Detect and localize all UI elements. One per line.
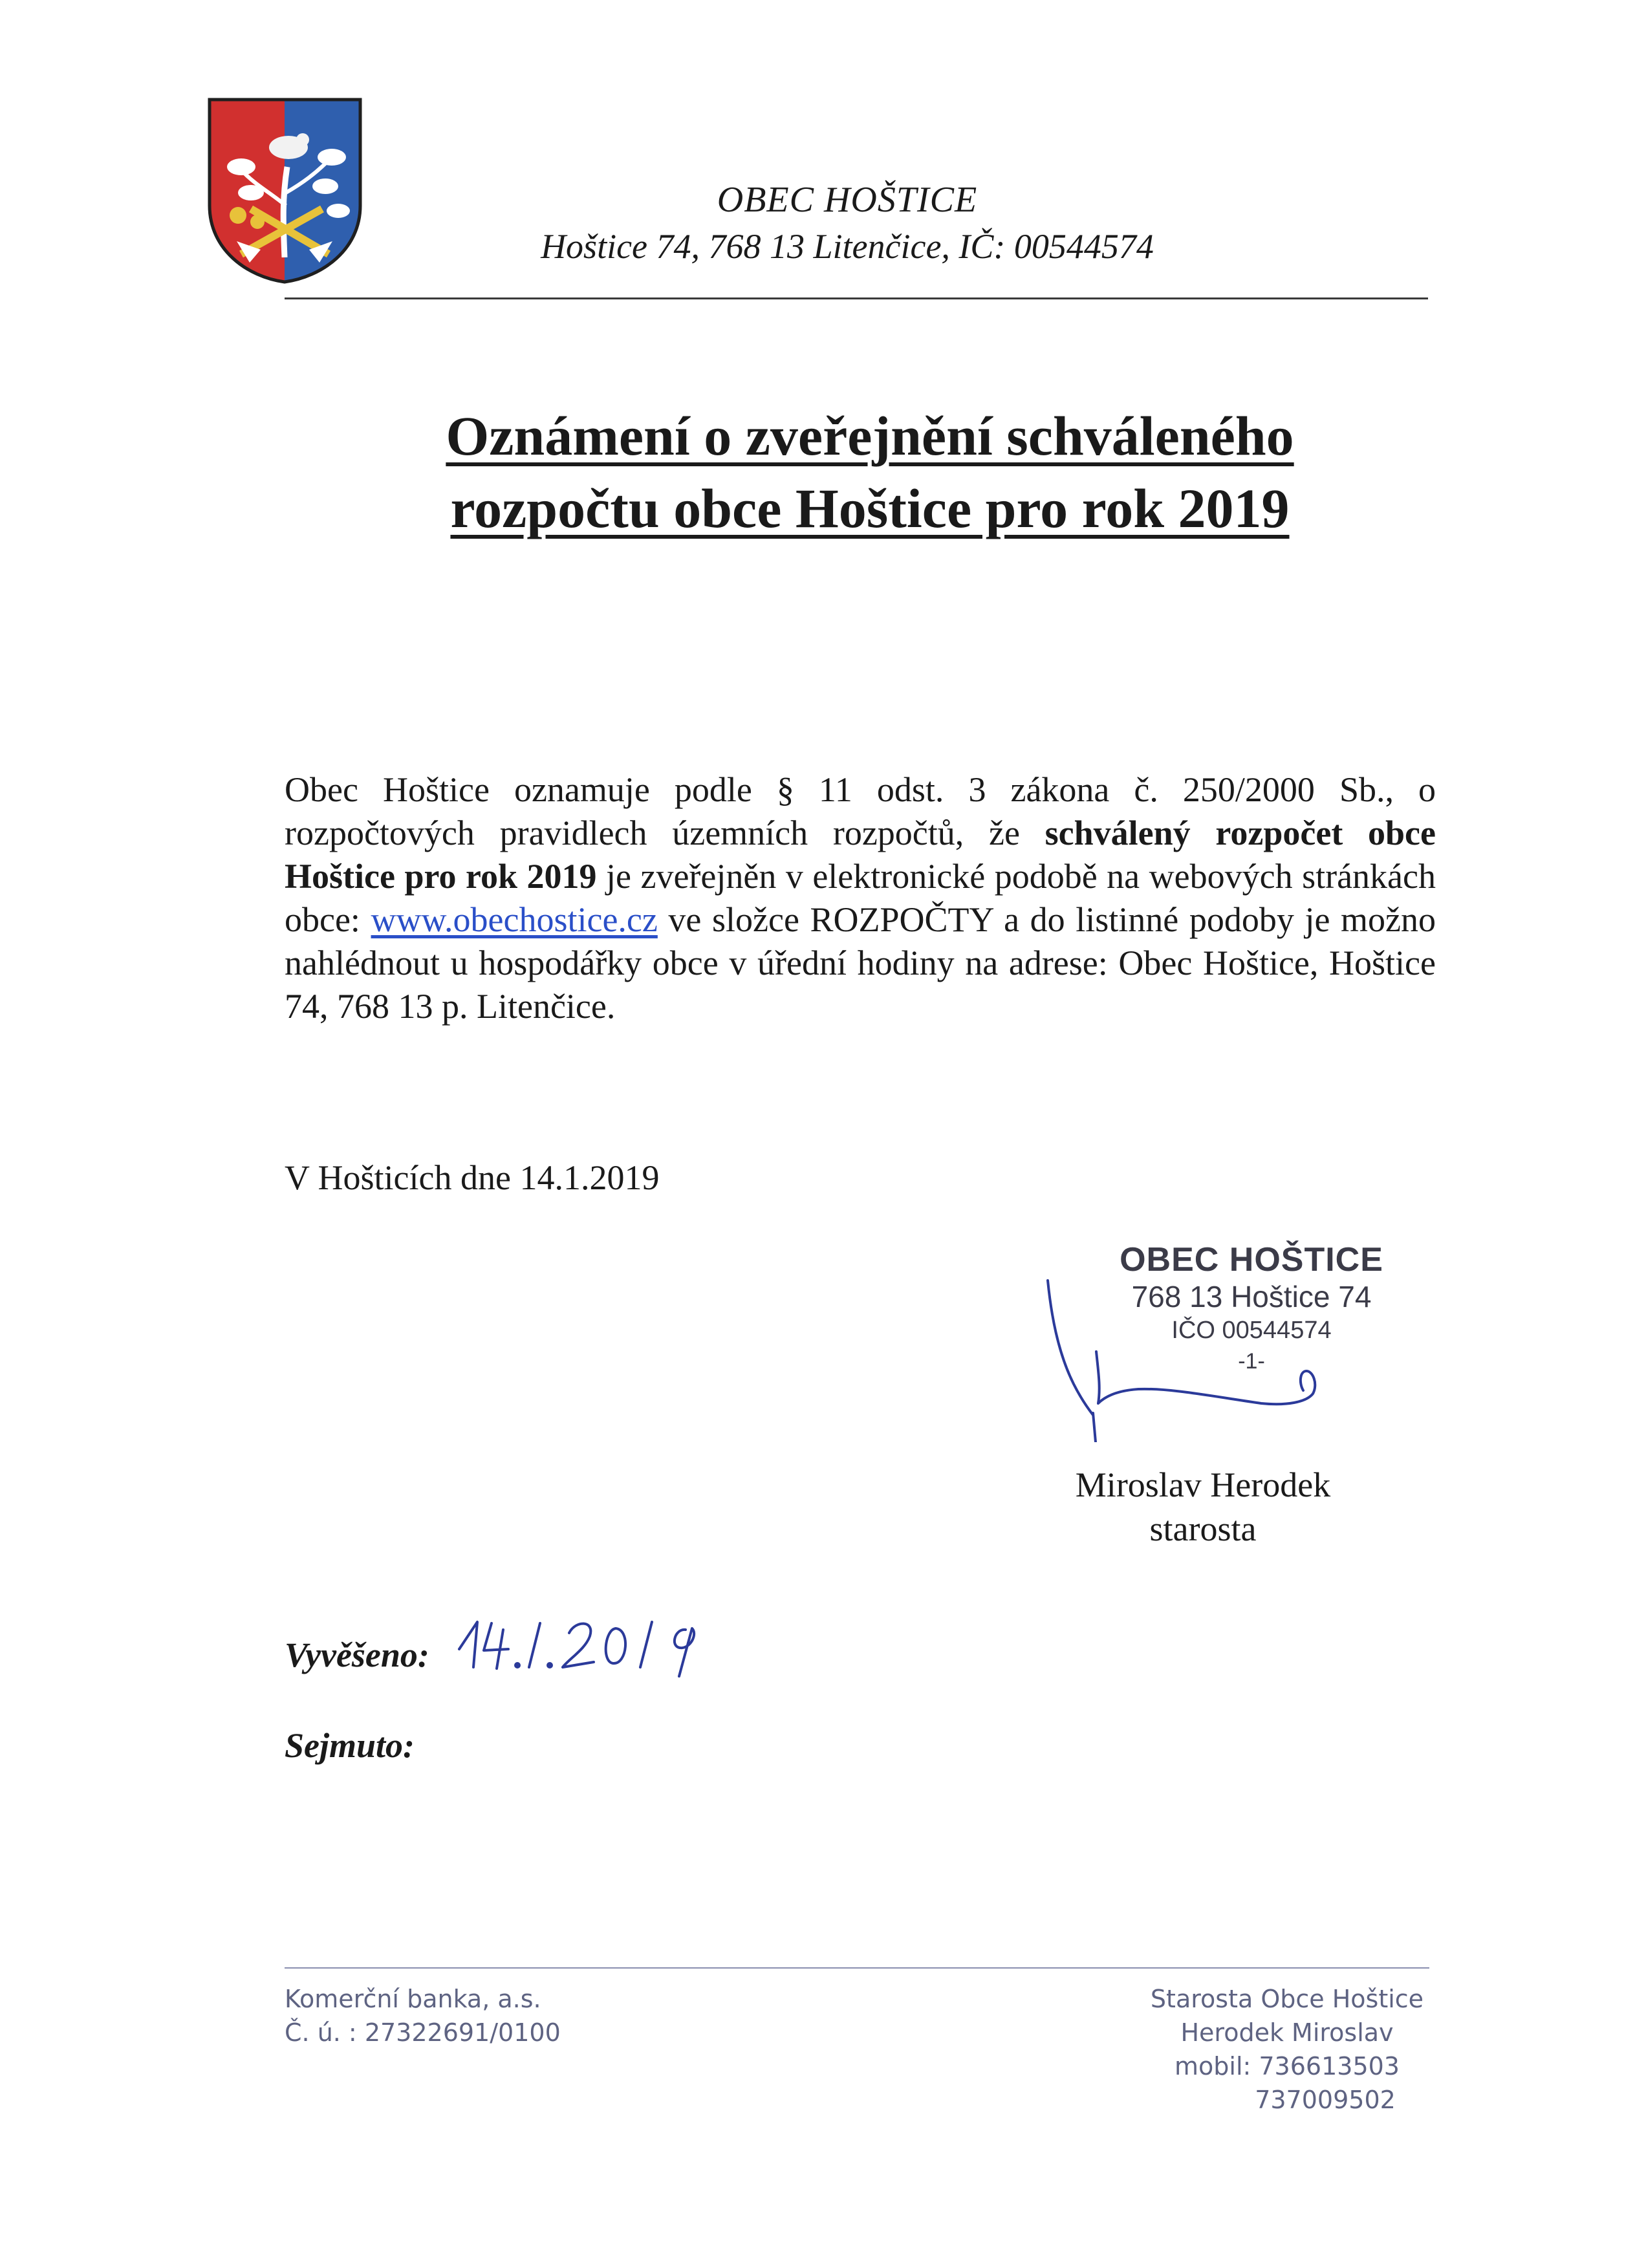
signer-name: Miroslav Herodek <box>1075 1465 1331 1504</box>
website-link[interactable]: www.obechostice.cz <box>371 900 658 939</box>
stamp-id: IČO 00544574 <box>1171 1317 1332 1344</box>
organization-name: OBEC HOŠTICE <box>717 180 978 220</box>
organization-address: Hoštice 74, 768 13 Litenčice, IČ: 00544574 <box>541 227 1154 266</box>
signer-role: starosta <box>1149 1509 1257 1548</box>
document-title <box>272 400 1468 545</box>
title-line-1: Oznámení o zveřejnění schváleného <box>446 405 1294 467</box>
header-divider <box>285 297 1428 299</box>
footer-mobile-2: 737009502 <box>1255 2086 1396 2114</box>
stamp-address: 768 13 Hoštice 74 <box>1131 1280 1372 1313</box>
coat-of-arms-icon <box>206 96 364 285</box>
footer-bank-name: Komerční banka, a.s. <box>285 1985 541 2013</box>
footer-contact-info <box>1138 1982 1436 2117</box>
place-date-line: V Hošticích dne 14.1.2019 <box>285 1158 660 1197</box>
footer-contact-title: Starosta Obce Hoštice <box>1150 1985 1424 2013</box>
footer-contact-name: Herodek Miroslav <box>1180 2018 1394 2047</box>
handwritten-signature <box>1028 1274 1365 1442</box>
footer-account-number: Č. ú. : 27322691/0100 <box>285 2018 561 2047</box>
announcement-paragraph <box>285 768 1436 1028</box>
footer-divider <box>285 1967 1429 1969</box>
signer-block <box>1035 1463 1371 1551</box>
paragraph-bold-text: schválený rozpočet obce Hoštice pro rok 2019 <box>285 814 1436 896</box>
footer-bank-info <box>285 1982 561 2049</box>
paragraph-text-3: ve složce ROZPOČTY a do listinné podoby je možno nahlédnout u hospodářky obce v úřední hodiny na adrese: Obec Hoštice, Hoštice 74, 768 13 p. Litenčice. <box>285 900 1436 1026</box>
posted-date-handwritten <box>446 1604 718 1681</box>
footer-mobile: mobil: 736613503 <box>1175 2052 1400 2080</box>
stamp-org-name: OBEC HOŠTICE <box>1120 1241 1383 1279</box>
title-line-2: rozpočtu obce Hoštice pro rok 2019 <box>450 477 1290 539</box>
posted-label: Vyvěšeno: <box>285 1636 429 1674</box>
removed-label: Sejmuto: <box>285 1726 415 1765</box>
stamp-number: -1- <box>1238 1349 1265 1374</box>
paragraph-text-1: Obec Hoštice oznamuje podle § 11 odst. 3 zákona č. 250/2000 Sb., o rozpočtových pravidlech územních rozpočtů, že <box>285 770 1436 852</box>
paragraph-text-2: je zveřejněn v elektronické podobě na webových stránkách obce: <box>285 857 1436 939</box>
